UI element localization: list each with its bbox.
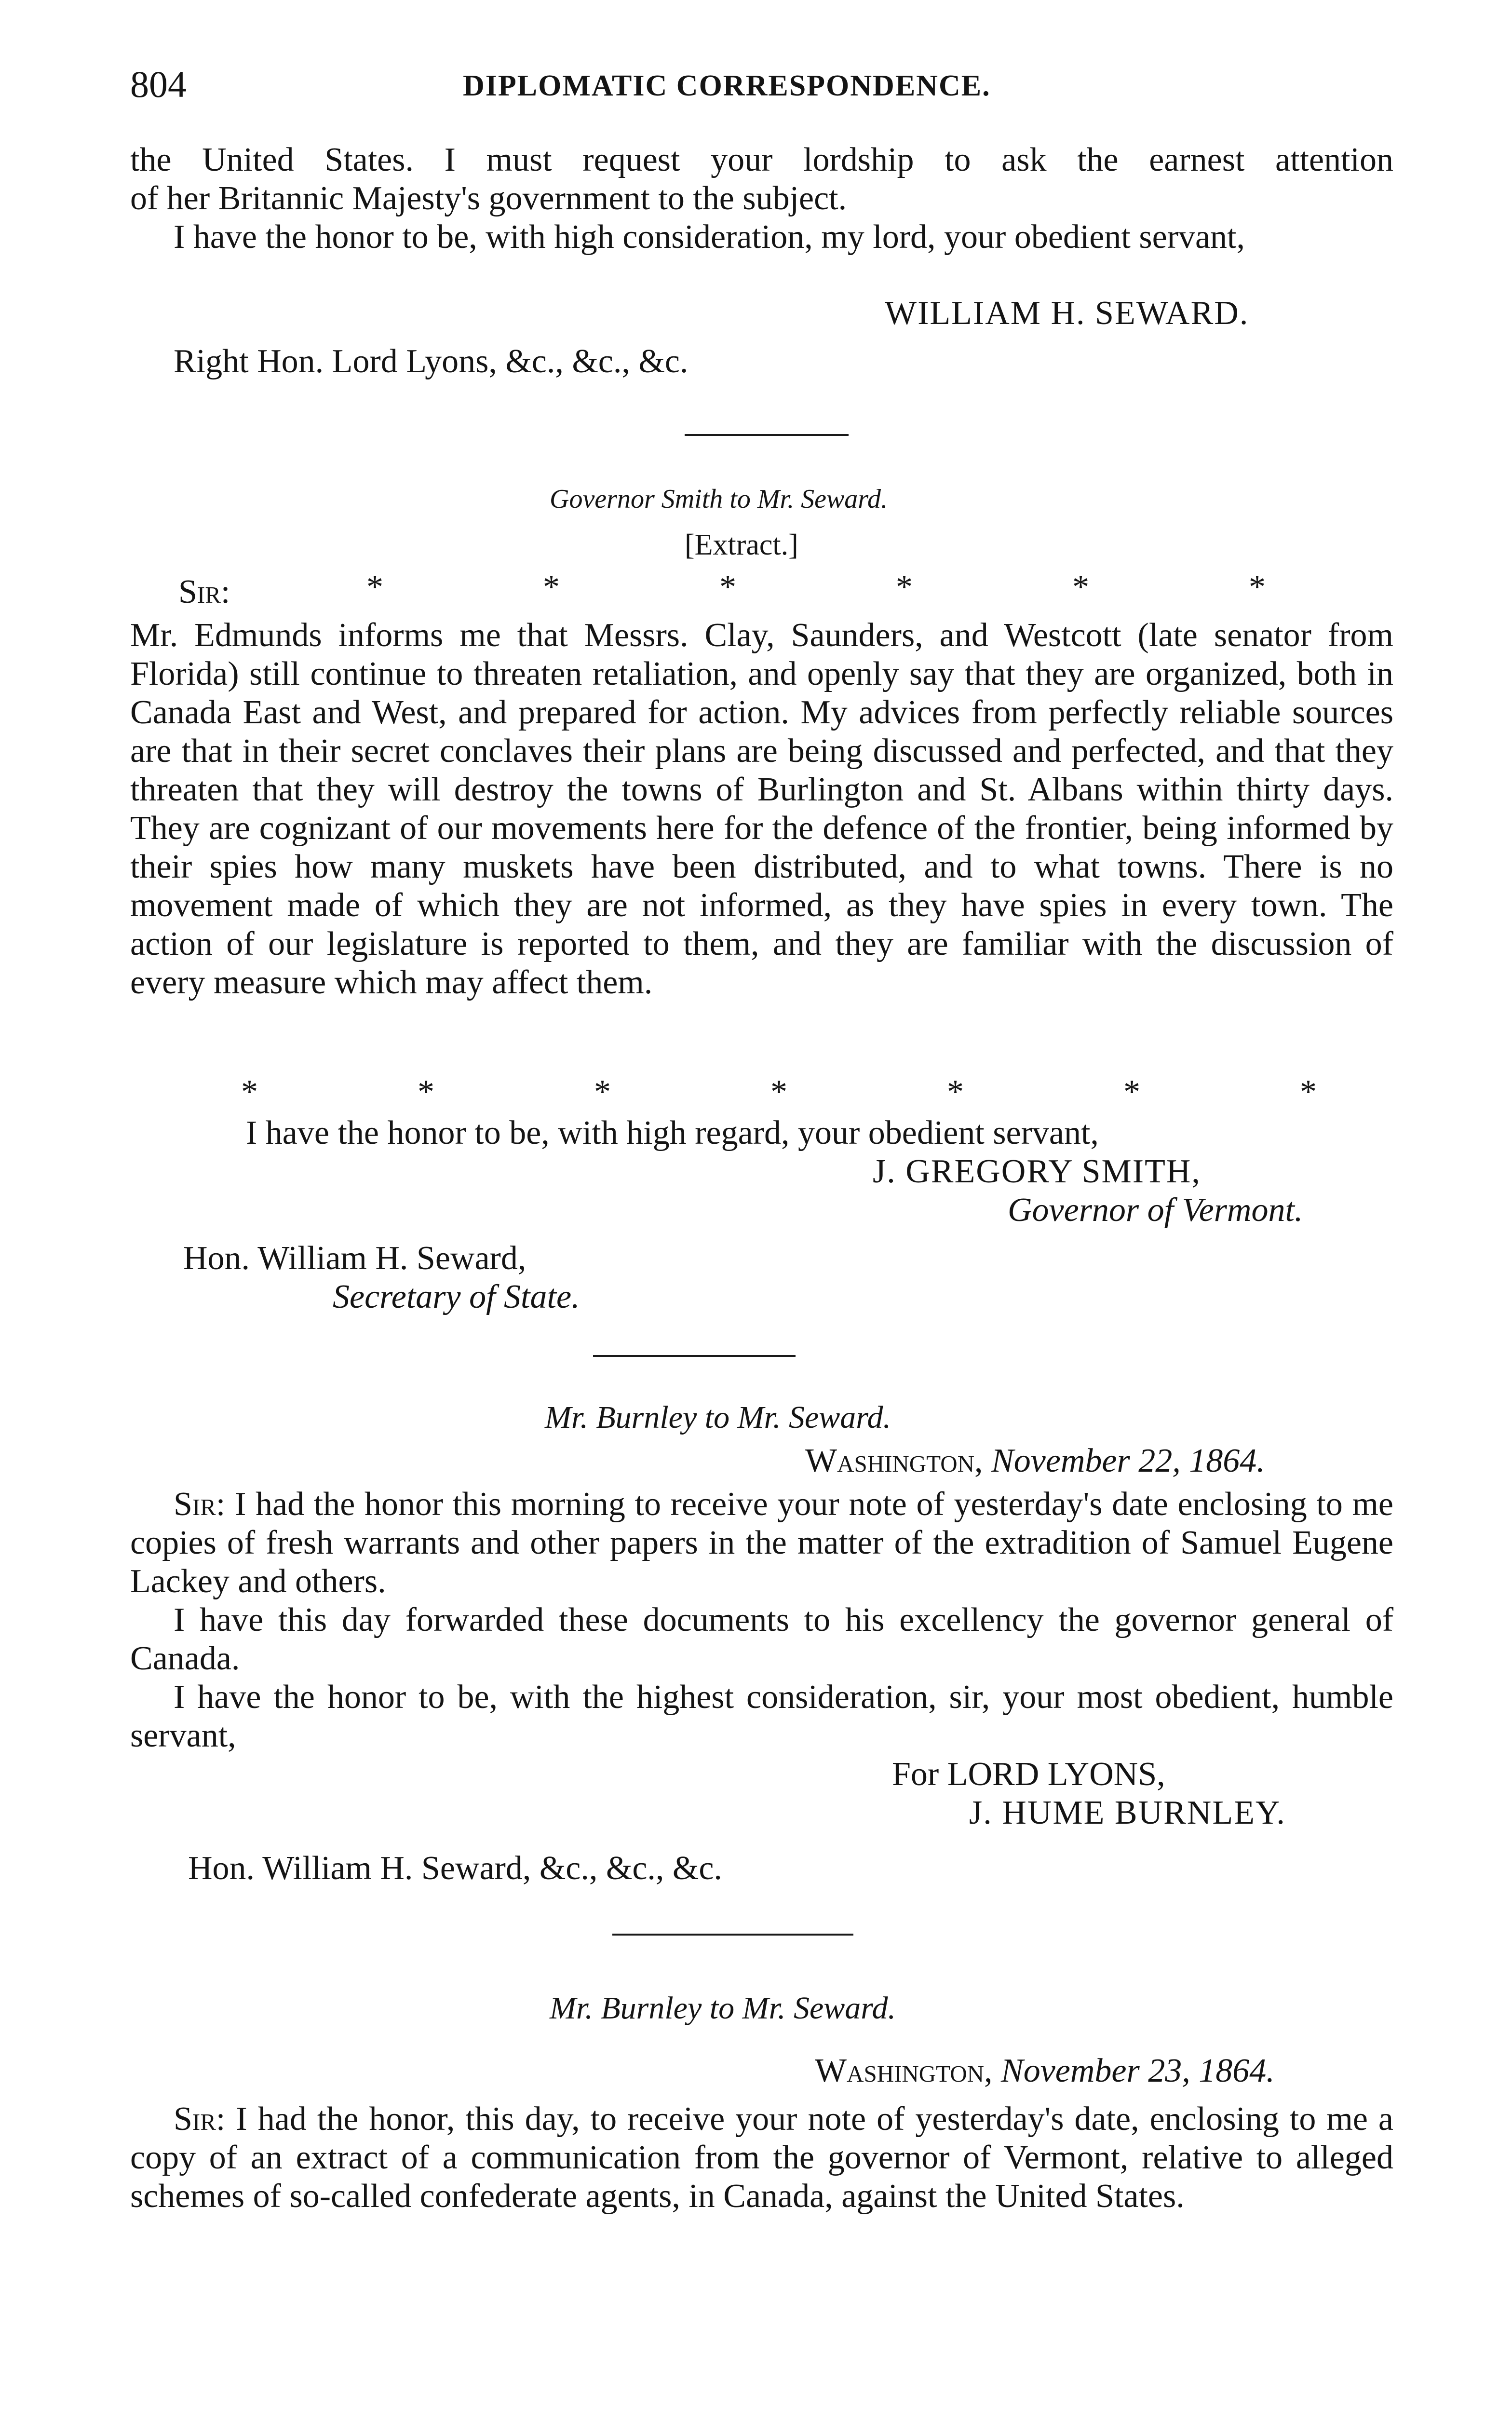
letter4-para-1-text: I had the honor, this day, to receive your note of yesterday's date, enclosing to me a copy of an extract of a communication from the governor of Vermont, relative to alleged schemes of so-called confederate agents, in Canada, against the United States.	[130, 2100, 1393, 2215]
continuation-line-2: of her Britannic Majesty's government to the subject.	[130, 180, 847, 217]
letter3-para-1	[130, 1485, 1393, 1601]
letter1-continuation	[130, 141, 1393, 257]
dateline-place: Washington,	[815, 2052, 993, 2089]
letter3-salutation: Sir:	[174, 1486, 226, 1523]
letter3-signature-2: J. HUME BURNLEY.	[969, 1794, 1286, 1831]
letter3-body	[130, 1485, 1393, 1755]
divider-1	[685, 434, 849, 436]
star: *	[719, 569, 736, 606]
letter1-addressee: Right Hon. Lord Lyons, &c., &c., &c.	[174, 343, 688, 380]
letter3-para-2: I have this day forwarded these documents to his excellency the governor general of Canada.	[130, 1601, 1393, 1677]
dateline-date: November 22, 1864.	[991, 1442, 1265, 1479]
star: *	[1072, 569, 1089, 606]
letter3-signature-1: For LORD LYONS,	[892, 1756, 1165, 1793]
letter4-dateline	[815, 2052, 1275, 2090]
star: *	[896, 569, 913, 606]
letter2-subheading: [Extract.]	[685, 528, 798, 561]
letter4-heading: Mr. Burnley to Mr. Seward.	[550, 1991, 896, 2026]
letter3-addressee: Hon. William H. Seward, &c., &c., &c.	[188, 1850, 722, 1887]
letter2-salutation: Sir:	[178, 573, 230, 610]
star: *	[594, 1073, 611, 1111]
dateline-date: November 23, 1864.	[1001, 2052, 1275, 2089]
letter3-dateline	[805, 1442, 1265, 1480]
letter3-para-3: I have the honor to be, with the highest consideration, sir, your most obedient, humble servant,	[130, 1679, 1393, 1754]
letter3-para-1-text: I had the honor this morning to receive your note of yesterday's date enclosing to me copies of fresh warrants and other papers in the matter of the extradition of Samuel Eugene Lackey and others.	[130, 1486, 1394, 1600]
letter2-heading: Governor Smith to Mr. Seward.	[550, 484, 888, 514]
letter3-heading: Mr. Burnley to Mr. Seward.	[545, 1400, 891, 1435]
page-number: 804	[130, 63, 187, 105]
letter4-body	[130, 2100, 1393, 2216]
letter2-addressee-title: Secretary of State.	[333, 1278, 580, 1315]
continuation-line-1: the United States. I must request your lordship to ask the earnest attention	[130, 141, 1393, 178]
dateline-place: Washington,	[805, 1442, 983, 1479]
star: *	[366, 569, 383, 606]
document-page	[130, 0, 1393, 2411]
letter1-closing: I have the honor to be, with high consideration, my lord, your obedient servant,	[174, 218, 1245, 256]
star: *	[1123, 1073, 1140, 1111]
divider-3	[612, 1934, 853, 1936]
star: *	[418, 1073, 434, 1111]
running-title: DIPLOMATIC CORRESPONDENCE.	[463, 69, 991, 102]
star: *	[1300, 1073, 1317, 1111]
star: *	[947, 1073, 964, 1111]
star: *	[241, 1073, 258, 1111]
star: *	[1249, 569, 1266, 606]
letter2-closing: I have the honor to be, with high regard, your obedient servant,	[246, 1114, 1099, 1151]
letter4-salutation: Sir:	[174, 2100, 226, 2138]
star: *	[770, 1073, 787, 1111]
letter2-signature: J. GREGORY SMITH,	[873, 1153, 1201, 1190]
letter1-signature: WILLIAM H. SEWARD.	[885, 295, 1249, 332]
star: *	[543, 569, 560, 606]
letter2-stars-top	[366, 568, 1345, 607]
letter2-signature-title: Governor of Vermont.	[1008, 1192, 1303, 1229]
letter2-addressee: Hon. William H. Seward,	[183, 1240, 526, 1277]
letter4-para-1	[130, 2100, 1393, 2216]
letter2-body: Mr. Edmunds informs me that Messrs. Clay, Saunders, and Westcott (late senator from Florida) still continue to threaten retaliation, and openly say that they are organized, both in Canada East and West, and prepared for action. My advices from perfectly reliable sources are that in their secret conclaves their plans are being discussed and perfected, and that they threaten that they will destroy the towns of Burlington and St. Albans within thirty days. They are cognizant of our movements here for the defence of the frontier, being informed by their spies how many muskets have been distributed, and to what towns. There is no movement made of which they are not informed, as they have spies in every town. The action of our legislature is reported to them, and they are familiar with the discussion of every measure which may affect them.	[130, 617, 1393, 1001]
letter2-stars-bottom	[241, 1073, 1358, 1111]
divider-2	[593, 1355, 796, 1357]
